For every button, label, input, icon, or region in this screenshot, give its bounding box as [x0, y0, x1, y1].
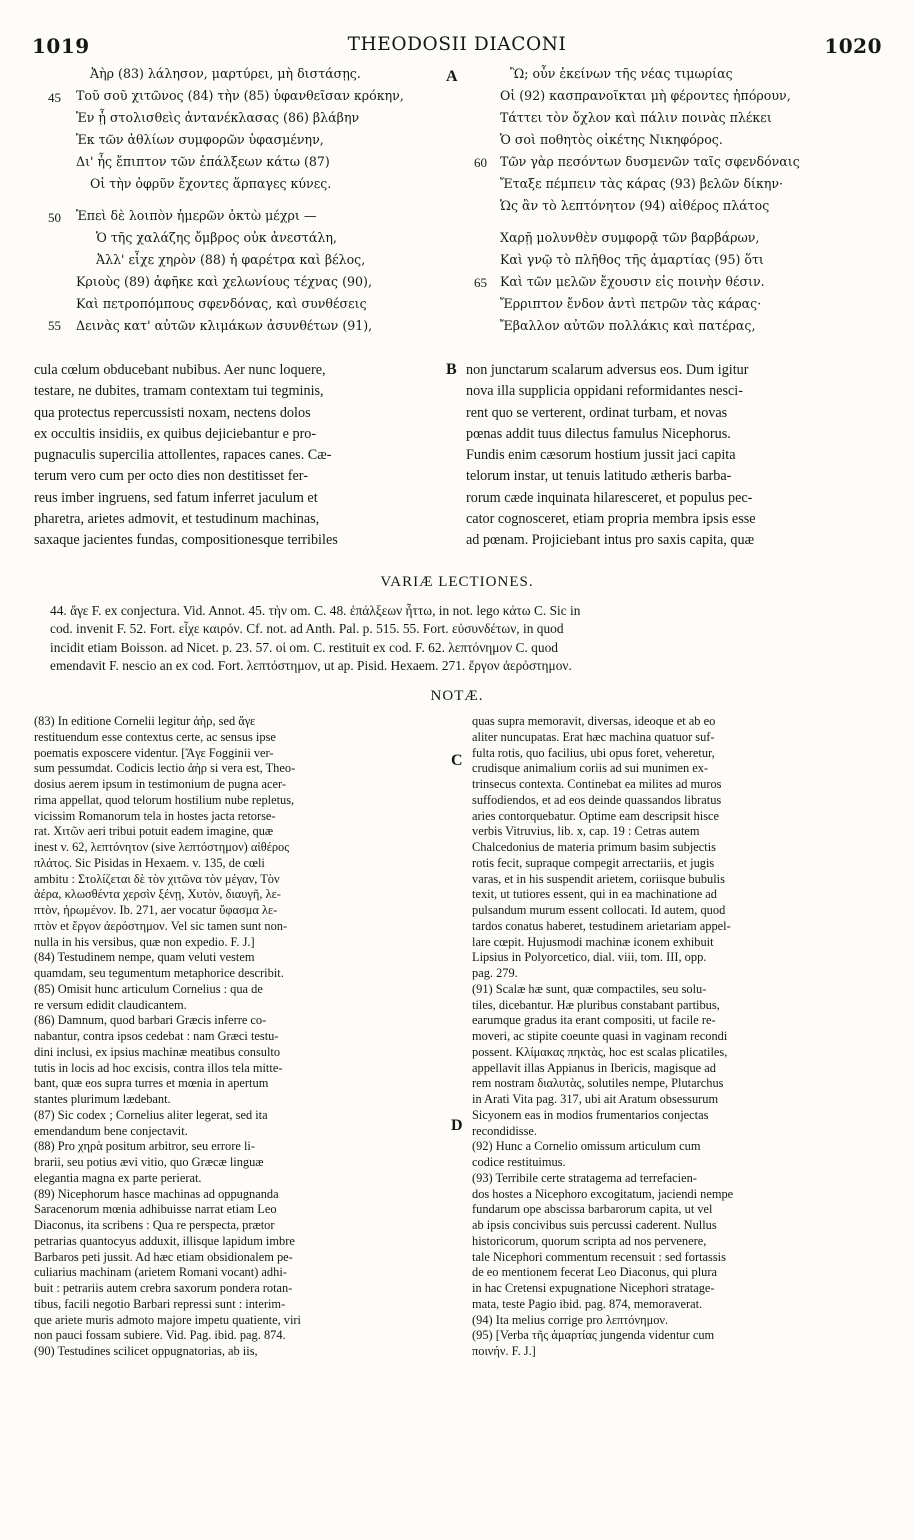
- translation-line: Fundis enim cæsorum hostium jussit jaci capita: [466, 447, 736, 464]
- page-number-left: 1019: [32, 34, 90, 58]
- verse-line: Δεινὰς κατ' αὐτῶν κλιμάκων ἀσυνθέτων (91),: [76, 318, 373, 333]
- note-line: πλάτος. Sic Pisidas in Hexaem. v. 135, de cœli: [34, 855, 265, 870]
- note-line: earumque gradus ita erant compositi, ut facile re-: [472, 1013, 716, 1028]
- note-line: texit, ut tutiores essent, qui in ea machinatione ad: [472, 887, 717, 902]
- note-line: tale Nicephori commentum recensuit : sed fortassis: [472, 1249, 726, 1264]
- note-line: (93) Terribile certe stratagema ad terrefacien-: [472, 1170, 697, 1185]
- note-line: culiarius machinam (arietem Romani vocant) adhi-: [34, 1265, 287, 1280]
- verse-number: 55: [48, 318, 61, 333]
- note-line: ab ipsis concivibus suis percussi caderent. Nullus: [472, 1218, 717, 1232]
- note-line: restituendum esse contextus certe, ac sensus ipse: [34, 729, 276, 744]
- verse-line: Δι' ἧς ἔπιπτον τῶν ἐπάλξεων κάτω (87): [76, 154, 330, 169]
- translation-line: qua protectus repercussisti noxam, nectens dolos: [34, 404, 311, 421]
- translation-line: rorum cæde inquinata hilaresceret, et populus pec-: [466, 489, 753, 506]
- translation-line: reus imber ingruens, sed fatum inferret jaculum et: [34, 489, 318, 506]
- note-line: (86) Damnum, quod barbari Græcis inferre co-: [34, 1013, 267, 1028]
- translation-line: saxaque jacientes fundas, compositionesque terribiles: [34, 532, 338, 549]
- note-line: tutis in locis ad hoc excisis, contra illos tela mitte-: [34, 1060, 283, 1075]
- translation-line: nova illa supplicia oppidani reformidantes nesci-: [466, 383, 743, 400]
- note-line: brarii, seu potius ævi vitio, quo Græcæ linguæ: [34, 1155, 264, 1169]
- note-line: dini inclusi, ex ipsius machinæ meatibus consulto: [34, 1044, 281, 1059]
- note-line: Saracenorum mœnia adhibuisse narrat etiam Leo: [34, 1202, 277, 1217]
- note-line: tibus, facili negotio Barbari repressi sunt : interim-: [34, 1296, 286, 1311]
- note-line: pag. 279.: [472, 966, 518, 980]
- note-line: quamdam, seu tegumentum metaphorice describit.: [34, 966, 284, 980]
- verse-line: Ἔταξε πέμπειν τὰς κάρας (93) βελῶν δίκην·: [500, 176, 784, 191]
- note-line: Chalcedonius de materia primum basim subjectis: [472, 840, 716, 854]
- verse-line: Ἐν ᾗ στολισθεὶς ἀντανέκλασας (86) βλάβην: [76, 110, 360, 125]
- verse-line: Καὶ πετροπόμπους σφενδόνας, καὶ συνθέσεις: [76, 296, 367, 311]
- verse-line: Ὢ; οὖν ἐκείνων τῆς νέας τιμωρίας: [510, 66, 733, 81]
- verse-line: Ἔβαλλον αὐτῶν πολλάκις καὶ πατέρας,: [500, 318, 756, 333]
- note-line: crudisque animalium coriis ad sui munimen ex-: [472, 761, 709, 776]
- note-line: buit : petrariis autem crebra saxorum pondera rotan-: [34, 1281, 293, 1295]
- note-line: fulta rotis, quo facilius, ubi opus foret, veheretur,: [472, 745, 715, 760]
- verse-line: Ἐπεὶ δὲ λοιπὸν ἡμερῶν ὀκτὼ μέχρι —: [76, 208, 317, 223]
- note-line: Barbaros peti jussit. Ad hæc etiam obsidionalem pe-: [34, 1249, 293, 1264]
- note-line: (84) Testudinem nempe, quam veluti vestem: [34, 950, 255, 965]
- note-line: vicissim Romanorum tela in hostes jacta retorse-: [34, 808, 276, 823]
- note-line: (83) In editione Cornelii legitur ἀὴρ, sed ἄγε: [34, 714, 256, 728]
- variant-line: emendavit F. nescio an ex cod. Fort. λεπτόστημον, ut ap. Pisid. Hexaem. 271. ἔργον ἀερόστημον.: [50, 658, 572, 674]
- latin-translation-right: [466, 360, 878, 552]
- translation-line: testare, ne dubites, tramam contextam tui tegminis,: [34, 383, 324, 400]
- note-line: in hac Cretensi expugnatione Nicephori stratage-: [472, 1281, 715, 1295]
- note-line: poematis exposcere videntur. [Ἄγε Fogginii ver-: [34, 745, 274, 760]
- latin-translation-left: [34, 360, 442, 552]
- note-line: non pauci fossam subiere. Vid. Pag. ibid. pag. 874.: [34, 1328, 286, 1343]
- note-line: Diaconus, ita scribens : Qua re perspecta, prætor: [34, 1218, 275, 1232]
- verse-line: Καὶ τῶν μελῶν ἔχουσιν εἰς ποινὴν θέσιν.: [500, 274, 765, 289]
- verse-line: Ὁ τῆς χαλάζης ὄμβρος οὐκ ἀνεστάλη,: [96, 230, 337, 245]
- translation-line: pugnaculis supercilia attollentes, rapaces canes. Cæ-: [34, 447, 332, 464]
- note-line: (94) Ita melius corrige pro λεπτόνημον.: [472, 1312, 669, 1327]
- margin-letter-b: B: [446, 361, 457, 378]
- note-line: elegantia magna ex parte perierat.: [34, 1170, 202, 1185]
- note-line: Lipsius in Polyorcetico, dial. viii, tom. III, opp.: [472, 950, 707, 965]
- note-line: tardos conatus haberet, testudinem arietariam appel-: [472, 918, 731, 933]
- note-line: nulla in his versibus, quæ non expedio. F. J.]: [34, 934, 255, 949]
- margin-letter-d: D: [451, 1117, 463, 1134]
- note-line: emendandum bene conjectavit.: [34, 1123, 188, 1138]
- note-line: historicorum, quorum scripta ad nos pervenere,: [472, 1233, 707, 1248]
- note-line: inest v. 62, λεπτόνητον (sive λεπτόστημον) αἰθέρος: [34, 840, 290, 854]
- note-line: rima appellat, quod telorum hostilium nube repletus,: [34, 792, 295, 807]
- note-line: tiles, dicebantur. Hæ pluribus constabant partibus,: [472, 997, 720, 1012]
- note-line: moveri, ac stipite coeunte quasi in vaginam recondi: [472, 1029, 728, 1043]
- translation-line: pharetra, arietes admovit, et testudinum machinas,: [34, 511, 320, 528]
- translation-line: rent quo se verterent, ordinat turbam, et novas: [466, 404, 728, 421]
- note-line: (92) Hunc a Cornelio omissum articulum cum: [472, 1139, 701, 1154]
- verse-line: Τῶν γὰρ πεσόντων δυσμενῶν ταῖς σφενδόναις: [500, 154, 800, 169]
- translation-line: ex occultis insidiis, ex quibus dejiciebantur e pro-: [34, 425, 317, 442]
- verse-line: Ὡς ἂν τὸ λεπτόνητον (94) αἰθέρος πλάτος: [500, 198, 770, 213]
- note-line: (89) Nicephorum hasce machinas ad oppugnanda: [34, 1186, 279, 1201]
- note-line: trinsecus contexta. Continebat ea milites ad muros: [472, 777, 722, 791]
- variant-line: incidit etiam Boisson. ad Nicet. p. 23. 57. οἱ om. C. restituit ex cod. F. 62. λεπτόνημον C. quod: [50, 639, 558, 655]
- translation-line: pœnas addit tuus dilectus famulus Nicephorus.: [466, 425, 731, 442]
- note-line: (91) Scalæ hæ sunt, quæ compactiles, seu solu-: [472, 981, 707, 996]
- note-line: πτὸν et ἔργον ἀερόστημον. Vel sic tamen sunt non-: [34, 918, 288, 933]
- page-number-right: 1020: [824, 34, 882, 58]
- note-line: rem nostram διαλυτὰς, solutiles nempe, Plutarchus: [472, 1076, 724, 1091]
- note-line: ποινήν. F. J.]: [472, 1344, 536, 1358]
- verse-number: 45: [48, 90, 61, 105]
- notes-right-column: [472, 714, 882, 1360]
- running-title: THEODOSII DIACONI: [347, 34, 567, 55]
- verse-number: 50: [48, 210, 61, 225]
- variae-lectiones: [50, 602, 876, 676]
- note-line: que ariete muris admoto majore impetu quatiente, viri: [34, 1312, 302, 1327]
- note-line: rat. Χιτῶν aeri tribui potuit eadem imagine, quæ: [34, 824, 274, 839]
- verse-number: 65: [474, 275, 487, 290]
- verse-line: Ἐκ τῶν ἀθλίων συμφορῶν ὑφασμένην,: [76, 132, 324, 147]
- note-line: rotis fecit, supraque compegit arrectariis, et jugis: [472, 855, 715, 870]
- verse-line: Καὶ γνῷ τὸ πλῆθος τῆς ἁμαρτίας (95) ὅτι: [500, 252, 764, 267]
- note-line: varas, et in his suspendit arietem, coriisque bubulis: [472, 871, 725, 886]
- notes-left-column: [34, 714, 444, 1360]
- verse-line: Τοῦ σοῦ χιτῶνος (84) τὴν (85) ὑφανθεῖσαν κρόκην,: [76, 88, 404, 103]
- note-line: pulsandum murum essent collocati. Id autem, quod: [472, 903, 726, 917]
- note-line: (88) Pro χηρὰ positum arbitror, seu errore li-: [34, 1139, 255, 1154]
- note-line: recondidisse.: [472, 1123, 538, 1138]
- note-line: stantes plurimum lædebant.: [34, 1092, 171, 1106]
- note-line: quas supra memoravit, diversas, ideoque et ab eo: [472, 714, 716, 728]
- note-line: (85) Omisit hunc articulum Cornelius : qua de: [34, 981, 263, 996]
- note-line: re versum edidit claudicantem.: [34, 997, 187, 1012]
- translation-line: ad pœnam. Projiciebant intus pro saxis capita, quæ: [466, 532, 755, 549]
- translation-line: cator cognosceret, etiam propria membra ipsis esse: [466, 511, 756, 528]
- margin-letter-a: A: [446, 68, 458, 85]
- verse-line: Ἀλλ' εἶχε χηρὸν (88) ἡ φαρέτρα καὶ βέλος,: [96, 252, 366, 267]
- note-line: Sicyonem eas in modios frumentarios conjectas: [472, 1107, 709, 1122]
- note-line: codice restituimus.: [472, 1155, 566, 1169]
- note-line: aries contorquebatur. Optime eam descripsit hisce: [472, 808, 720, 823]
- notae-heading: NOTÆ.: [430, 688, 484, 704]
- note-line: suffodiendos, et ad eos deinde quassandos libratus: [472, 792, 722, 807]
- note-line: dos hostes a Nicephoro excogitatum, jaciendi nempe: [472, 1186, 734, 1201]
- note-line: fundarum ope abscissa barbarorum capita, ut vel: [472, 1202, 713, 1217]
- translation-line: telorum instar, ut tenuis latitudo ætheris barba-: [466, 468, 732, 485]
- note-line: sum pessumdat. Codicis lectio ἀὴρ si vera est, Theo-: [34, 761, 296, 776]
- translation-line: non junctarum scalarum adversus eos. Dum igitur: [466, 362, 749, 378]
- verse-line: Οἱ τὴν ὀφρῦν ἔχοντες ἅρπαγες κύνες.: [90, 176, 332, 191]
- variae-lectiones-heading: VARIÆ LECTIONES.: [380, 574, 534, 590]
- note-line: petrarias quantocyus adduxit, illisque lapidum imbre: [34, 1233, 295, 1248]
- note-line: mata, teste Pagio ibid. pag. 874, memoraverat.: [472, 1296, 703, 1311]
- verse-line: Χαρῇ μολυνθὲν συμφορᾷ τῶν βαρβάρων,: [500, 230, 760, 245]
- verse-line: Τάττει τὸν ὄχλον καὶ πάλιν ποινὰς πλέκει: [500, 110, 772, 125]
- verse-line: Οἱ (92) κασπρανοῖκται μὴ φέροντες ἠπόρουν,: [500, 88, 791, 103]
- verse-line: Ἀὴρ (83) λάλησον, μαρτύρει, μὴ διστάσῃς.: [90, 66, 361, 81]
- translation-line: cula cœlum obducebant nubibus. Aer nunc loquere,: [34, 362, 326, 378]
- note-line: bant, quæ eos supra turres et mœnia in apertum: [34, 1076, 269, 1091]
- note-line: nabantur, contra ipsos cedebat : nam Græci testu-: [34, 1029, 279, 1043]
- note-line: ambitu : Στολίζεται δὲ τὸν χιτῶνα τὸν μέγαν, Τὸν: [34, 871, 280, 886]
- note-line: verbis Vitruvius, lib. x, cap. 19 : Cetras autem: [472, 824, 700, 839]
- note-line: ἀέρα, κλωσθέντα χερσὶν ξένῃ, Χυτὸν, διαυγῆ, λε-: [34, 887, 281, 902]
- note-line: de eo mentionem fecerat Leo Diaconus, qui plura: [472, 1265, 717, 1280]
- note-line: (87) Sic codex ; Cornelius aliter legerat, sed ita: [34, 1107, 268, 1122]
- note-line: appellavit illas Appianus in Ibericis, magisque ad: [472, 1060, 716, 1075]
- note-line: (90) Testudines scilicet oppugnatorias, ab iis,: [34, 1344, 258, 1358]
- verse-line: Ἔρριπτον ἔνδον ἀντὶ πετρῶν τὰς κάρας·: [500, 296, 762, 311]
- verse-line: Κριοὺς (89) ἀφῆκε καὶ χελωνίους τέχνας (90),: [76, 274, 372, 289]
- note-line: in Arati Vita pag. 317, ubi ait Aratum obsessurum: [472, 1092, 719, 1106]
- variant-line: 44. ἄγε F. ex conjectura. Vid. Annot. 45. τὴν om. C. 48. ἐπάλξεων ἦττω, in not. lego κάτω C. Sic in: [50, 603, 581, 618]
- margin-letter-c: C: [451, 752, 463, 769]
- note-line: πτὸν, ἠρωμένον. Ib. 271, aer vocatur ὕφασμα λε-: [34, 903, 278, 917]
- note-line: (95) [Verba τῆς ἁμαρτίας jungenda videntur cum: [472, 1328, 715, 1343]
- translation-line: terum vero cum per octo dies non destitisset fer-: [34, 468, 308, 485]
- verse-line: Ὁ σοὶ ποθητὸς οἰκέτης Νικηφόρος.: [500, 132, 723, 147]
- note-line: aliter nuncupatas. Erat hæc machina quatuor suf-: [472, 729, 715, 744]
- note-line: possent. Κλίμακας πηκτὰς, hoc est scalas plicatiles,: [472, 1044, 728, 1059]
- variant-line: cod. invenit F. 52. Fort. εἶχε καιρόν. Cf. not. ad Anth. Pal. p. 515. 55. Fort. εὐσυνδέτων, in quod: [50, 621, 564, 637]
- note-line: lare cœpit. Hujusmodi machinæ iconem exhibuit: [472, 934, 714, 949]
- note-line: dosius aerem ipsum in testimonium de pugna acer-: [34, 777, 286, 791]
- verse-number: 60: [474, 155, 487, 170]
